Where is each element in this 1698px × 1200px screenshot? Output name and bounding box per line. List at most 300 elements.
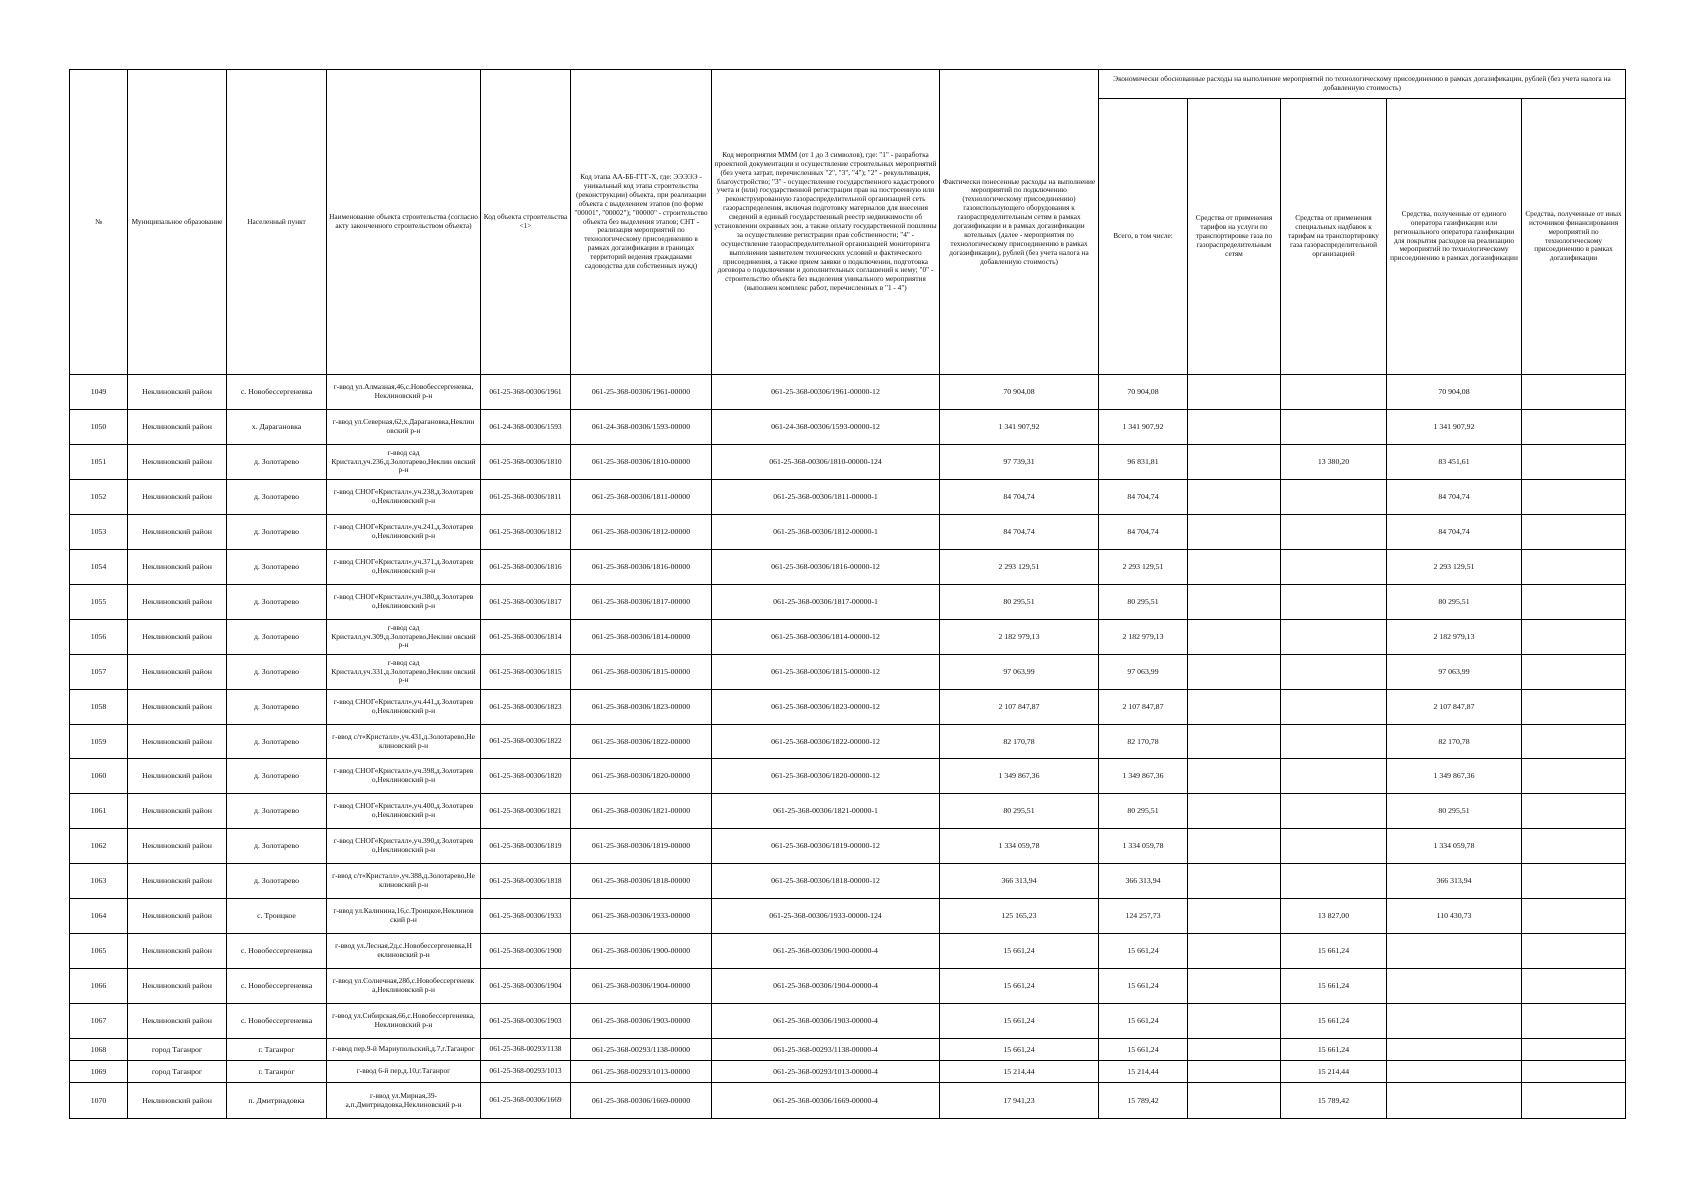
object-name-cell: г-ввод пер.9-й Мариупольский,д.7,г.Таганрог <box>327 1039 481 1061</box>
special-markup-cell: 15 661,24 <box>1281 969 1387 1004</box>
header-other-sources: Средства, полученные от иных источников финансирования мероприятий по технологическому присоединению в рамках догазификации <box>1522 99 1626 375</box>
tariff-transport-cell <box>1188 725 1281 759</box>
event-code-cell: 061-25-368-00306/1816-00000-12 <box>712 550 940 585</box>
other-sources-cell <box>1522 515 1626 550</box>
object-name-cell: г-ввод сад Кристалл,уч.309,д.Золотарево,Неклин овский р-н <box>327 620 481 655</box>
special-markup-cell <box>1281 410 1387 445</box>
municipality-cell: Неклиновский район <box>128 655 227 690</box>
object-code-cell: 061-25-368-00306/1904 <box>481 969 571 1004</box>
other-sources-cell <box>1522 445 1626 480</box>
municipality-cell: город Таганрог <box>128 1039 227 1061</box>
header-stage-code: Код этапа АА-ББ-ГГГ-Х, где: ЭЭЭЭЭ - уникальный код этапа строительства (реконструкции) объекта, при реализации объекта с выделением этапов (по форме "00001", "00002"); "00000" - строительство объекта без выделения этапов; СНТ - реализация мероприятий по технологическому присоединению в рамках догазификации в границах территорий ведения гражданами садоводства для собственных нужд) <box>571 70 712 375</box>
object-name-cell: г-ввод СНОГ«Кристалл»,уч.400,д.Золотарев о,Неклиновский р-н <box>327 794 481 829</box>
municipality-cell: Неклиновский район <box>128 620 227 655</box>
tariff-transport-cell <box>1188 794 1281 829</box>
settlement-cell: с. Новобессергеневка <box>227 969 327 1004</box>
table-row <box>70 515 1626 550</box>
object-name-cell: г-ввод ул.Алмазная,46,с.Новобессергеневка, Неклиновский р-н <box>327 375 481 410</box>
settlement-cell: д. Золотарево <box>227 550 327 585</box>
municipality-cell: Неклиновский район <box>128 445 227 480</box>
event-code-cell: 061-24-368-00306/1593-00000-12 <box>712 410 940 445</box>
object-code-cell: 061-25-368-00306/1810 <box>481 445 571 480</box>
total-cell: 80 295,51 <box>1099 794 1188 829</box>
tariff-transport-cell <box>1188 410 1281 445</box>
object-code-cell: 061-25-368-00306/1822 <box>481 725 571 759</box>
object-code-cell: 061-25-368-00306/1820 <box>481 759 571 794</box>
stage-code-cell: 061-25-368-00293/1138-00000 <box>571 1039 712 1061</box>
actual-costs-cell: 17 941,23 <box>940 1083 1099 1119</box>
other-sources-cell <box>1522 969 1626 1004</box>
stage-code-cell: 061-25-368-00306/1904-00000 <box>571 969 712 1004</box>
total-cell: 1 334 059,78 <box>1099 829 1188 864</box>
object-code-cell: 061-25-368-00306/1819 <box>481 829 571 864</box>
operator-funds-cell <box>1387 934 1522 969</box>
other-sources-cell <box>1522 375 1626 410</box>
other-sources-cell <box>1522 794 1626 829</box>
row-number-cell: 1067 <box>70 1004 128 1039</box>
actual-costs-cell: 15 214,44 <box>940 1061 1099 1083</box>
operator-funds-cell: 2 107 847,87 <box>1387 690 1522 725</box>
settlement-cell: п. Дмитриадовка <box>227 1083 327 1119</box>
operator-funds-cell <box>1387 1083 1522 1119</box>
row-number-cell: 1069 <box>70 1061 128 1083</box>
header-actual-costs: Фактически понесенные расходы на выполнение мероприятий по подключению (технологическому присоединению) газоиспользующего оборудования к газораспределительным сетям в рамках догазификации и в рамках догазификации котельных (далее - мероприятия по технологическому присоединению в рамках догазификации), рублей (без учета налога на добавленную стоимость) <box>940 70 1099 375</box>
stage-code-cell: 061-25-368-00306/1961-00000 <box>571 375 712 410</box>
other-sources-cell <box>1522 934 1626 969</box>
municipality-cell: Неклиновский район <box>128 899 227 934</box>
table-row <box>70 864 1626 899</box>
special-markup-cell <box>1281 515 1387 550</box>
special-markup-cell: 15 661,24 <box>1281 1039 1387 1061</box>
table-body <box>70 375 1626 1119</box>
actual-costs-cell: 97 063,99 <box>940 655 1099 690</box>
object-name-cell: г-ввод СНОГ«Кристалл»,уч.380,д.Золотарев о,Неклиновский р-н <box>327 585 481 620</box>
settlement-cell: с. Троицкое <box>227 899 327 934</box>
tariff-transport-cell <box>1188 375 1281 410</box>
other-sources-cell <box>1522 410 1626 445</box>
actual-costs-cell: 1 334 059,78 <box>940 829 1099 864</box>
operator-funds-cell: 1 334 059,78 <box>1387 829 1522 864</box>
object-code-cell: 061-25-368-00306/1900 <box>481 934 571 969</box>
municipality-cell: Неклиновский район <box>128 969 227 1004</box>
other-sources-cell <box>1522 655 1626 690</box>
special-markup-cell <box>1281 829 1387 864</box>
operator-funds-cell: 2 293 129,51 <box>1387 550 1522 585</box>
row-number-cell: 1066 <box>70 969 128 1004</box>
actual-costs-cell: 125 165,23 <box>940 899 1099 934</box>
total-cell: 84 704,74 <box>1099 515 1188 550</box>
total-cell: 2 182 979,13 <box>1099 620 1188 655</box>
settlement-cell: д. Золотарево <box>227 620 327 655</box>
actual-costs-cell: 15 661,24 <box>940 934 1099 969</box>
special-markup-cell: 13 380,20 <box>1281 445 1387 480</box>
row-number-cell: 1061 <box>70 794 128 829</box>
actual-costs-cell: 15 661,24 <box>940 1004 1099 1039</box>
object-name-cell: г-ввод ул.Лесная,2д,с.Новобессергеневка,Н еклиновский р-н <box>327 934 481 969</box>
operator-funds-cell: 110 430,73 <box>1387 899 1522 934</box>
event-code-cell: 061-25-368-00306/1817-00000-1 <box>712 585 940 620</box>
object-code-cell: 061-25-368-00306/1961 <box>481 375 571 410</box>
object-code-cell: 061-24-368-00306/1593 <box>481 410 571 445</box>
object-name-cell: г-ввод СНОГ«Кристалл»,уч.441,д.Золотарев о,Неклиновский р-н <box>327 690 481 725</box>
header-event-code: Код мероприятия МММ (от 1 до 3 символов), где: "1" - разработка проектной документации и осуществление строительных мероприятий (без учета затрат, перечисленных "2", "3", "4"); "2" - рекультивация, благоустройство; "3" - осуществление государственного кадастрового учета и (или) государственной регистрации прав на построенную или реконструированную газораспределительной организацией сеть газораспределения, включая подготовку материалов для внесения сведений в единый государственный реестр недвижимости об установлении охранных зон, а также оплату государственной пошлины за осуществление регистрации прав собственности; "4" - осуществление газораспределительной организацией мониторинга выполнения заявителем технических условий и фактического присоединения, а также прием заявки о подключении, подготовка договора о подключении и дополнительных соглашений к нему; "0" - строительство объекта без выделения уникального мероприятия (выполнен комплекс работ, перечисленных в "1 - 4") <box>712 70 940 375</box>
special-markup-cell <box>1281 480 1387 515</box>
header-num: № <box>70 70 128 375</box>
event-code-cell: 061-25-368-00306/1811-00000-1 <box>712 480 940 515</box>
tariff-transport-cell <box>1188 1039 1281 1061</box>
row-number-cell: 1051 <box>70 445 128 480</box>
actual-costs-cell: 84 704,74 <box>940 480 1099 515</box>
actual-costs-cell: 80 295,51 <box>940 794 1099 829</box>
tariff-transport-cell <box>1188 864 1281 899</box>
tariff-transport-cell <box>1188 585 1281 620</box>
stage-code-cell: 061-25-368-00306/1933-00000 <box>571 899 712 934</box>
row-number-cell: 1060 <box>70 759 128 794</box>
other-sources-cell <box>1522 864 1626 899</box>
operator-funds-cell: 1 349 867,36 <box>1387 759 1522 794</box>
actual-costs-cell: 70 904,08 <box>940 375 1099 410</box>
other-sources-cell <box>1522 1004 1626 1039</box>
row-number-cell: 1056 <box>70 620 128 655</box>
settlement-cell: д. Золотарево <box>227 480 327 515</box>
municipality-cell: Неклиновский район <box>128 1004 227 1039</box>
header-operator-funds: Средства, полученные от единого оператора газификации или регионального оператора газификации для покрытия расходов на реализацию мероприятий по технологическому присоединению в рамках догазификации <box>1387 99 1522 375</box>
object-name-cell: г-ввод ул.Солнечная,28б,с.Новобессергеневк а,Неклиновский р-н <box>327 969 481 1004</box>
total-cell: 15 661,24 <box>1099 1004 1188 1039</box>
object-name-cell: г-ввод СНОГ«Кристалл»,уч.241,д.Золотарев о,Неклиновский р-н <box>327 515 481 550</box>
settlement-cell: г. Таганрог <box>227 1061 327 1083</box>
special-markup-cell <box>1281 585 1387 620</box>
municipality-cell: Неклиновский район <box>128 864 227 899</box>
object-name-cell: г-ввод ул.Мирная,39-а,п.Дмитриадовка,Неклиновский р-н <box>327 1083 481 1119</box>
object-name-cell: г-ввод ул.Сибирская,66,с.Новобессергеневка, Неклиновский р-н <box>327 1004 481 1039</box>
table-row <box>70 1039 1626 1061</box>
other-sources-cell <box>1522 620 1626 655</box>
object-code-cell: 061-25-368-00306/1812 <box>481 515 571 550</box>
municipality-cell: Неклиновский район <box>128 375 227 410</box>
stage-code-cell: 061-25-368-00306/1811-00000 <box>571 480 712 515</box>
object-name-cell: г-ввод сад Кристалл,уч.331,д.Золотарево,Неклин овский р-н <box>327 655 481 690</box>
object-code-cell: 061-25-368-00306/1933 <box>481 899 571 934</box>
object-name-cell: г-ввод с/т«Кристалл»,уч.431,д.Золотарево,Не клиновский р-н <box>327 725 481 759</box>
row-number-cell: 1049 <box>70 375 128 410</box>
total-cell: 15 661,24 <box>1099 934 1188 969</box>
special-markup-cell <box>1281 620 1387 655</box>
special-markup-cell <box>1281 864 1387 899</box>
event-code-cell: 061-25-368-00293/1013-00000-4 <box>712 1061 940 1083</box>
operator-funds-cell: 97 063,99 <box>1387 655 1522 690</box>
table-row <box>70 620 1626 655</box>
row-number-cell: 1058 <box>70 690 128 725</box>
row-number-cell: 1052 <box>70 480 128 515</box>
object-name-cell: г-ввод 6-й пер,д.10,г.Таганрог <box>327 1061 481 1083</box>
stage-code-cell: 061-25-368-00306/1669-00000 <box>571 1083 712 1119</box>
settlement-cell: д. Золотарево <box>227 864 327 899</box>
table-row <box>70 1004 1626 1039</box>
other-sources-cell <box>1522 550 1626 585</box>
operator-funds-cell: 84 704,74 <box>1387 515 1522 550</box>
other-sources-cell <box>1522 725 1626 759</box>
object-code-cell: 061-25-368-00306/1815 <box>481 655 571 690</box>
table-row <box>70 899 1626 934</box>
special-markup-cell: 13 827,00 <box>1281 899 1387 934</box>
operator-funds-cell: 80 295,51 <box>1387 585 1522 620</box>
object-name-cell: г-ввод СНОГ«Кристалл»,уч.398,д.Золотарев о,Неклиновский р-н <box>327 759 481 794</box>
event-code-cell: 061-25-368-00306/1819-00000-12 <box>712 829 940 864</box>
actual-costs-cell: 97 739,31 <box>940 445 1099 480</box>
total-cell: 15 214,44 <box>1099 1061 1188 1083</box>
table-row <box>70 585 1626 620</box>
settlement-cell: с. Новобессергеневка <box>227 1004 327 1039</box>
table-row <box>70 690 1626 725</box>
tariff-transport-cell <box>1188 934 1281 969</box>
header-object-code: Код объекта строительства <1> <box>481 70 571 375</box>
table-row <box>70 794 1626 829</box>
tariff-transport-cell <box>1188 620 1281 655</box>
row-number-cell: 1054 <box>70 550 128 585</box>
actual-costs-cell: 1 341 907,92 <box>940 410 1099 445</box>
other-sources-cell <box>1522 1061 1626 1083</box>
actual-costs-cell: 2 182 979,13 <box>940 620 1099 655</box>
header-economic-costs-group: Экономически обоснованные расходы на выполнение мероприятий по технологическому присоединению в рамках догазификации, рублей (без учета налога на добавленную стоимость) <box>1099 70 1626 99</box>
tariff-transport-cell <box>1188 759 1281 794</box>
other-sources-cell <box>1522 759 1626 794</box>
stage-code-cell: 061-25-368-00306/1819-00000 <box>571 829 712 864</box>
actual-costs-cell: 366 313,94 <box>940 864 1099 899</box>
object-name-cell: г-ввод сад Кристалл,уч.236,д.Золотарево,Неклин овский р-н <box>327 445 481 480</box>
stage-code-cell: 061-25-368-00306/1812-00000 <box>571 515 712 550</box>
special-markup-cell <box>1281 794 1387 829</box>
object-code-cell: 061-25-368-00306/1823 <box>481 690 571 725</box>
tariff-transport-cell <box>1188 829 1281 864</box>
special-markup-cell <box>1281 690 1387 725</box>
operator-funds-cell: 70 904,08 <box>1387 375 1522 410</box>
table-row <box>70 1061 1626 1083</box>
event-code-cell: 061-25-368-00306/1818-00000-12 <box>712 864 940 899</box>
object-code-cell: 061-25-368-00293/1138 <box>481 1039 571 1061</box>
row-number-cell: 1053 <box>70 515 128 550</box>
header-municipality: Муниципальное образование <box>128 70 227 375</box>
special-markup-cell <box>1281 375 1387 410</box>
object-name-cell: г-ввод СНОГ«Кристалл»,уч.390,д.Золотарев о,Неклиновский р-н <box>327 829 481 864</box>
stage-code-cell: 061-25-368-00306/1821-00000 <box>571 794 712 829</box>
actual-costs-cell: 84 704,74 <box>940 515 1099 550</box>
row-number-cell: 1068 <box>70 1039 128 1061</box>
settlement-cell: с. Новобессергеневка <box>227 934 327 969</box>
total-cell: 1 349 867,36 <box>1099 759 1188 794</box>
table-row <box>70 375 1626 410</box>
settlement-cell: д. Золотарево <box>227 690 327 725</box>
total-cell: 15 661,24 <box>1099 1039 1188 1061</box>
municipality-cell: Неклиновский район <box>128 550 227 585</box>
total-cell: 80 295,51 <box>1099 585 1188 620</box>
settlement-cell: д. Золотарево <box>227 725 327 759</box>
event-code-cell: 061-25-368-00306/1821-00000-1 <box>712 794 940 829</box>
municipality-cell: Неклиновский район <box>128 515 227 550</box>
stage-code-cell: 061-25-368-00306/1900-00000 <box>571 934 712 969</box>
row-number-cell: 1064 <box>70 899 128 934</box>
header-settlement: Населенный пункт <box>227 70 327 375</box>
actual-costs-cell: 2 107 847,87 <box>940 690 1099 725</box>
total-cell: 2 107 847,87 <box>1099 690 1188 725</box>
tariff-transport-cell <box>1188 480 1281 515</box>
event-code-cell: 061-25-368-00306/1820-00000-12 <box>712 759 940 794</box>
tariff-transport-cell <box>1188 1083 1281 1119</box>
stage-code-cell: 061-25-368-00306/1817-00000 <box>571 585 712 620</box>
total-cell: 96 831,81 <box>1099 445 1188 480</box>
operator-funds-cell: 366 313,94 <box>1387 864 1522 899</box>
municipality-cell: Неклиновский район <box>128 829 227 864</box>
stage-code-cell: 061-24-368-00306/1593-00000 <box>571 410 712 445</box>
stage-code-cell: 061-25-368-00306/1818-00000 <box>571 864 712 899</box>
event-code-cell: 061-25-368-00306/1812-00000-1 <box>712 515 940 550</box>
total-cell: 97 063,99 <box>1099 655 1188 690</box>
stage-code-cell: 061-25-368-00306/1823-00000 <box>571 690 712 725</box>
operator-funds-cell: 84 704,74 <box>1387 480 1522 515</box>
municipality-cell: Неклиновский район <box>128 934 227 969</box>
other-sources-cell <box>1522 1039 1626 1061</box>
table-row <box>70 759 1626 794</box>
data-table <box>69 69 1626 1119</box>
actual-costs-cell: 1 349 867,36 <box>940 759 1099 794</box>
table-row <box>70 1083 1626 1119</box>
special-markup-cell: 15 661,24 <box>1281 934 1387 969</box>
object-code-cell: 061-25-368-00306/1811 <box>481 480 571 515</box>
special-markup-cell <box>1281 725 1387 759</box>
event-code-cell: 061-25-368-00306/1814-00000-12 <box>712 620 940 655</box>
operator-funds-cell <box>1387 1039 1522 1061</box>
object-code-cell: 061-25-368-00306/1816 <box>481 550 571 585</box>
tariff-transport-cell <box>1188 690 1281 725</box>
operator-funds-cell: 1 341 907,92 <box>1387 410 1522 445</box>
special-markup-cell: 15 789,42 <box>1281 1083 1387 1119</box>
row-number-cell: 1055 <box>70 585 128 620</box>
object-code-cell: 061-25-368-00306/1903 <box>481 1004 571 1039</box>
event-code-cell: 061-25-368-00306/1961-00000-12 <box>712 375 940 410</box>
other-sources-cell <box>1522 829 1626 864</box>
row-number-cell: 1063 <box>70 864 128 899</box>
stage-code-cell: 061-25-368-00306/1810-00000 <box>571 445 712 480</box>
stage-code-cell: 061-25-368-00306/1903-00000 <box>571 1004 712 1039</box>
object-name-cell: г-ввод с/т«Кристалл»,уч.388,д.Золотарево,Не клиновский р-н <box>327 864 481 899</box>
stage-code-cell: 061-25-368-00306/1816-00000 <box>571 550 712 585</box>
special-markup-cell <box>1281 759 1387 794</box>
total-cell: 366 313,94 <box>1099 864 1188 899</box>
event-code-cell: 061-25-368-00306/1822-00000-12 <box>712 725 940 759</box>
actual-costs-cell: 2 293 129,51 <box>940 550 1099 585</box>
object-code-cell: 061-25-368-00306/1821 <box>481 794 571 829</box>
total-cell: 124 257,73 <box>1099 899 1188 934</box>
row-number-cell: 1057 <box>70 655 128 690</box>
object-code-cell: 061-25-368-00293/1013 <box>481 1061 571 1083</box>
settlement-cell: д. Золотарево <box>227 585 327 620</box>
actual-costs-cell: 80 295,51 <box>940 585 1099 620</box>
table-row <box>70 829 1626 864</box>
total-cell: 84 704,74 <box>1099 480 1188 515</box>
event-code-cell: 061-25-368-00306/1904-00000-4 <box>712 969 940 1004</box>
municipality-cell: Неклиновский район <box>128 1083 227 1119</box>
municipality-cell: Неклиновский район <box>128 410 227 445</box>
other-sources-cell <box>1522 690 1626 725</box>
event-code-cell: 061-25-368-00293/1138-00000-4 <box>712 1039 940 1061</box>
settlement-cell: д. Золотарево <box>227 794 327 829</box>
stage-code-cell: 061-25-368-00306/1820-00000 <box>571 759 712 794</box>
tariff-transport-cell <box>1188 655 1281 690</box>
table-row <box>70 969 1626 1004</box>
other-sources-cell <box>1522 480 1626 515</box>
settlement-cell: д. Золотарево <box>227 445 327 480</box>
settlement-cell: х. Дарагановка <box>227 410 327 445</box>
actual-costs-cell: 15 661,24 <box>940 969 1099 1004</box>
table-row <box>70 410 1626 445</box>
tariff-transport-cell <box>1188 1061 1281 1083</box>
event-code-cell: 061-25-368-00306/1815-00000-12 <box>712 655 940 690</box>
object-name-cell: г-ввод ул.Калинина,16,с.Троицкое,Неклинов ский р-н <box>327 899 481 934</box>
operator-funds-cell <box>1387 1004 1522 1039</box>
total-cell: 15 789,42 <box>1099 1083 1188 1119</box>
tariff-transport-cell <box>1188 1004 1281 1039</box>
table-row <box>70 445 1626 480</box>
row-number-cell: 1065 <box>70 934 128 969</box>
settlement-cell: д. Золотарево <box>227 515 327 550</box>
table-row <box>70 725 1626 759</box>
tariff-transport-cell <box>1188 515 1281 550</box>
special-markup-cell: 15 661,24 <box>1281 1004 1387 1039</box>
tariff-transport-cell <box>1188 445 1281 480</box>
tariff-transport-cell <box>1188 899 1281 934</box>
object-code-cell: 061-25-368-00306/1818 <box>481 864 571 899</box>
other-sources-cell <box>1522 1083 1626 1119</box>
municipality-cell: Неклиновский район <box>128 725 227 759</box>
header-special-markup: Средства от применения специальных надбавок к тарифам на транспортировку газа газораспределительной организацией <box>1281 99 1387 375</box>
table-row <box>70 480 1626 515</box>
row-number-cell: 1062 <box>70 829 128 864</box>
other-sources-cell <box>1522 585 1626 620</box>
object-code-cell: 061-25-368-00306/1814 <box>481 620 571 655</box>
operator-funds-cell: 2 182 979,13 <box>1387 620 1522 655</box>
event-code-cell: 061-25-368-00306/1810-00000-124 <box>712 445 940 480</box>
special-markup-cell: 15 214,44 <box>1281 1061 1387 1083</box>
stage-code-cell: 061-25-368-00306/1822-00000 <box>571 725 712 759</box>
event-code-cell: 061-25-368-00306/1933-00000-124 <box>712 899 940 934</box>
municipality-cell: Неклиновский район <box>128 480 227 515</box>
event-code-cell: 061-25-368-00306/1669-00000-4 <box>712 1083 940 1119</box>
event-code-cell: 061-25-368-00306/1903-00000-4 <box>712 1004 940 1039</box>
settlement-cell: д. Золотарево <box>227 829 327 864</box>
total-cell: 70 904,08 <box>1099 375 1188 410</box>
settlement-cell: г. Таганрог <box>227 1039 327 1061</box>
settlement-cell: д. Золотарево <box>227 655 327 690</box>
stage-code-cell: 061-25-368-00306/1815-00000 <box>571 655 712 690</box>
row-number-cell: 1050 <box>70 410 128 445</box>
object-name-cell: г-ввод СНОГ«Кристалл»,уч.238,д.Золотарев о,Неклиновский р-н <box>327 480 481 515</box>
municipality-cell: Неклиновский район <box>128 585 227 620</box>
settlement-cell: с. Новобессергеневка <box>227 375 327 410</box>
table-row <box>70 934 1626 969</box>
tariff-transport-cell <box>1188 969 1281 1004</box>
object-code-cell: 061-25-368-00306/1817 <box>481 585 571 620</box>
header-object-name: Наименование объекта строительства (согласно акту законченного строительством объекта) <box>327 70 481 375</box>
header-tariff-transport: Средства от применения тарифов на услуги по транспортировке газа по газораспределительным сетям <box>1188 99 1281 375</box>
row-number-cell: 1059 <box>70 725 128 759</box>
total-cell: 82 170,78 <box>1099 725 1188 759</box>
municipality-cell: Неклиновский район <box>128 690 227 725</box>
settlement-cell: д. Золотарево <box>227 759 327 794</box>
object-code-cell: 061-25-368-00306/1669 <box>481 1083 571 1119</box>
operator-funds-cell: 80 295,51 <box>1387 794 1522 829</box>
total-cell: 1 341 907,92 <box>1099 410 1188 445</box>
other-sources-cell <box>1522 899 1626 934</box>
